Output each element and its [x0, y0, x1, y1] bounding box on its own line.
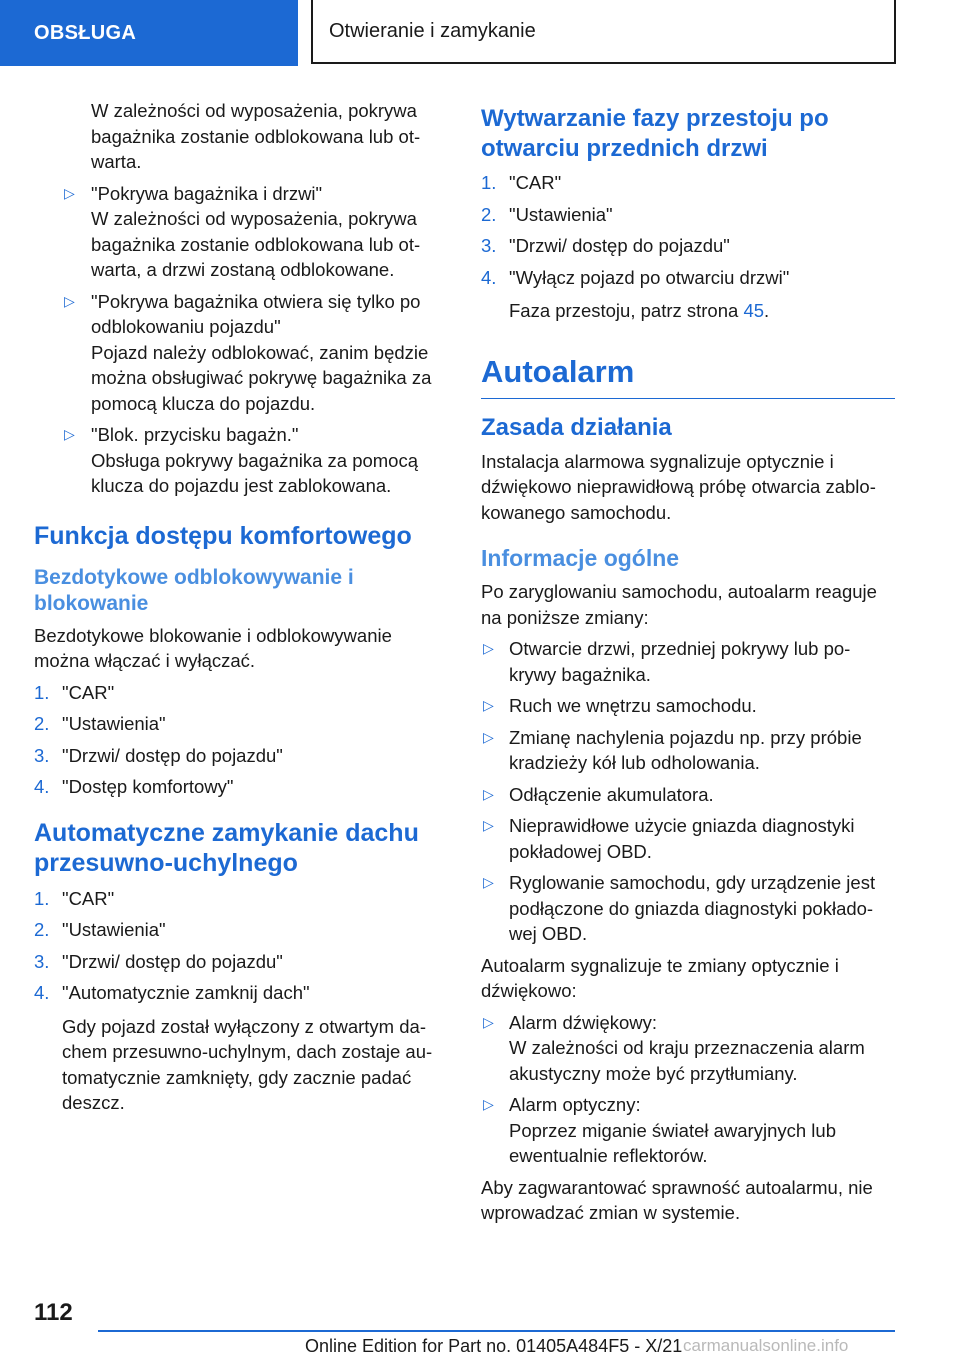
idle-note-text: Faza przestoju, patrz strona — [509, 300, 744, 321]
list-item — [481, 725, 895, 776]
step-number: 3. — [34, 744, 50, 766]
step-text: "Drzwi/ dostęp do pojazdu" — [62, 950, 283, 972]
step-text: "Ustawienia" — [62, 713, 166, 734]
list-item — [481, 202, 895, 228]
triangle-bullet-icon: ▷ — [64, 292, 75, 309]
signal-label: Alarm optyczny: — [509, 1094, 641, 1115]
list-item — [34, 680, 446, 706]
triangle-bullet-icon: ▷ — [483, 785, 494, 802]
option-desc: Obsługa pokrywy bagażnika za pomocą klucza do pojazdu jest zablokowana. — [91, 449, 419, 496]
list-item — [34, 980, 446, 1006]
step-number: 2. — [34, 919, 50, 940]
change-text: Nieprawidłowe użycie gniazda diagnostyki pokładowej OBD. — [509, 815, 855, 862]
signal-text: Autoalarm sygnalizuje te zmiany optycznie i dźwiękowo: — [481, 954, 839, 1001]
roof-steps — [34, 886, 446, 1006]
list-item — [481, 1092, 895, 1169]
list-item — [481, 693, 895, 719]
triangle-bullet-icon: ▷ — [483, 817, 494, 833]
section-tab[interactable]: OBSŁUGA — [0, 0, 298, 66]
list-item — [34, 886, 446, 912]
step-number: 3. — [481, 235, 497, 256]
step-number: 3. — [34, 950, 50, 972]
triangle-bullet-icon: ▷ — [483, 874, 494, 890]
idle-note-suffix: . — [764, 300, 770, 321]
list-item — [34, 711, 446, 737]
option-desc: W zależności od wyposażenia, pokrywa bagażnika zostanie odblokowana lub ot-warta, a drzwi zostaną odblokowane. — [91, 208, 421, 280]
idle-steps — [481, 170, 895, 290]
step-number: 4. — [34, 982, 50, 1003]
general-text: Po zaryglowaniu samochodu, autoalarm reaguje na poniższe zmiany: — [481, 581, 877, 628]
roof-heading: Automatyczne zamykanie dachu przesuwno-uchylnego — [34, 818, 419, 877]
roof-note: Gdy pojazd został wyłączony z otwartym da-chem przesuwno-uchylnym, dach zostaje au-tomatycznie zamknięty, gdy zacznie padać deszcz. — [62, 1015, 433, 1113]
list-item — [481, 782, 895, 808]
idle-note — [481, 298, 895, 324]
change-text: Ryglowanie samochodu, gdy urządzenie jest podłączone do gniazda diagnostyki pokłado-wej OBD. — [509, 872, 876, 944]
alarm-changes-list — [481, 636, 895, 947]
page-link[interactable]: 45 — [743, 300, 765, 321]
step-text: "Drzwi/ dostęp do pojazdu" — [509, 235, 730, 256]
triangle-bullet-icon: ▷ — [483, 1096, 494, 1112]
option-label: "Pokrywa bagażnika otwiera się tylko po odblokowaniu pojazdu" — [91, 290, 421, 337]
step-number: 1. — [34, 887, 50, 909]
principle-heading: Zasada działania — [481, 413, 672, 441]
change-text: Otwarcie drzwi, przedniej pokrywy lub po-krywy bagażnika. — [509, 638, 851, 685]
edition-text: Online Edition for Part no. 01405A484F5 - X/21 — [305, 1336, 683, 1356]
step-text: "Automatycznie zamknij dach" — [62, 982, 310, 1003]
right-column — [481, 98, 895, 1232]
list-item — [481, 1010, 895, 1087]
change-text: Ruch we wnętrzu samochodu. — [509, 695, 757, 716]
triangle-bullet-icon: ▷ — [483, 728, 494, 745]
watermark: carmanualsonline.info — [683, 1336, 849, 1355]
list-item — [34, 774, 446, 800]
option-label: "Blok. przycisku bagażn." — [91, 424, 299, 445]
step-text: "Drzwi/ dostęp do pojazdu" — [62, 744, 283, 766]
list-item — [481, 870, 895, 947]
step-text: "Ustawienia" — [509, 203, 613, 225]
chapter-title: Otwieranie i zamykanie — [311, 0, 896, 64]
closing-text: Aby zagwarantować sprawność autoalarmu, nie wprowadzać zmian w systemie. — [481, 1176, 873, 1223]
general-heading: Informacje ogólne — [481, 545, 680, 571]
change-text: Odłączenie akumulatora. — [509, 783, 714, 805]
left-column — [34, 98, 446, 1122]
step-text: "Ustawienia" — [62, 919, 166, 940]
signal-desc: Poprzez miganie świateł awaryjnych lub ewentualnie reflektorów. — [509, 1119, 836, 1166]
comfort-access-heading: Funkcja dostępu komfortowego — [34, 521, 412, 550]
step-number: 2. — [481, 203, 497, 225]
step-number: 1. — [481, 172, 497, 193]
footer-divider — [98, 1330, 895, 1332]
list-item — [34, 289, 446, 417]
principle-text: Instalacja alarmowa sygnalizuje optycznie i dźwiękowo nieprawidłową próbę otwarcia zablo-kowanego samochodu. — [481, 450, 876, 523]
list-item — [481, 170, 895, 196]
comfort-steps — [34, 680, 446, 800]
list-item — [481, 233, 895, 259]
triangle-bullet-icon: ▷ — [483, 1013, 494, 1030]
step-text: "Dostęp komfortowy" — [62, 776, 234, 797]
signal-desc: W zależności od kraju przeznaczenia alarm akustyczny może być przytłumiany. — [509, 1037, 865, 1084]
step-number: 2. — [34, 713, 50, 734]
option-label: "Pokrywa bagażnika i drzwi" — [91, 182, 323, 204]
keyless-heading: Bezdotykowe odblokowywanie i blokowanie — [34, 565, 354, 615]
list-item — [481, 636, 895, 687]
idle-heading: Wytwarzanie fazy przestoju po otwarciu przednich drzwi — [481, 105, 829, 162]
step-text: "CAR" — [509, 172, 562, 193]
step-number: 4. — [481, 266, 497, 288]
list-item — [34, 949, 446, 975]
step-number: 4. — [34, 776, 50, 797]
triangle-bullet-icon: ▷ — [483, 697, 494, 713]
page-number: 112 — [34, 1299, 73, 1326]
list-item — [481, 265, 895, 291]
intro-text: W zależności od wyposażenia, pokrywa bagażnika zostanie odblokowana lub ot-warta. — [91, 100, 421, 172]
step-text: "CAR" — [62, 681, 115, 703]
list-item — [34, 917, 446, 943]
page-header — [0, 0, 960, 66]
list-item — [481, 813, 895, 864]
list-item — [34, 743, 446, 769]
list-item — [34, 422, 446, 499]
triangle-bullet-icon: ▷ — [64, 184, 75, 201]
signal-label: Alarm dźwiękowy: — [509, 1011, 658, 1033]
alarm-signals-list — [481, 1010, 895, 1169]
list-item — [34, 181, 446, 283]
trunk-options-list — [34, 181, 446, 499]
step-number: 1. — [34, 681, 50, 703]
triangle-bullet-icon: ▷ — [483, 640, 494, 656]
triangle-bullet-icon: ▷ — [64, 426, 75, 442]
change-text: Zmianę nachylenia pojazdu np. przy próbie kradzieży kół lub odholowania. — [509, 726, 862, 773]
step-text: "CAR" — [62, 887, 115, 909]
step-text: "Wyłącz pojazd po otwarciu drzwi" — [509, 266, 790, 288]
option-desc: Pojazd należy odblokować, zanim będzie można obsługiwać pokrywę bagażnika za pomocą klucza do pojazdu. — [91, 341, 432, 414]
keyless-text: Bezdotykowe blokowanie i odblokowywanie można włączać i wyłączać. — [34, 624, 392, 671]
autoalarm-heading: Autoalarm — [481, 352, 895, 399]
